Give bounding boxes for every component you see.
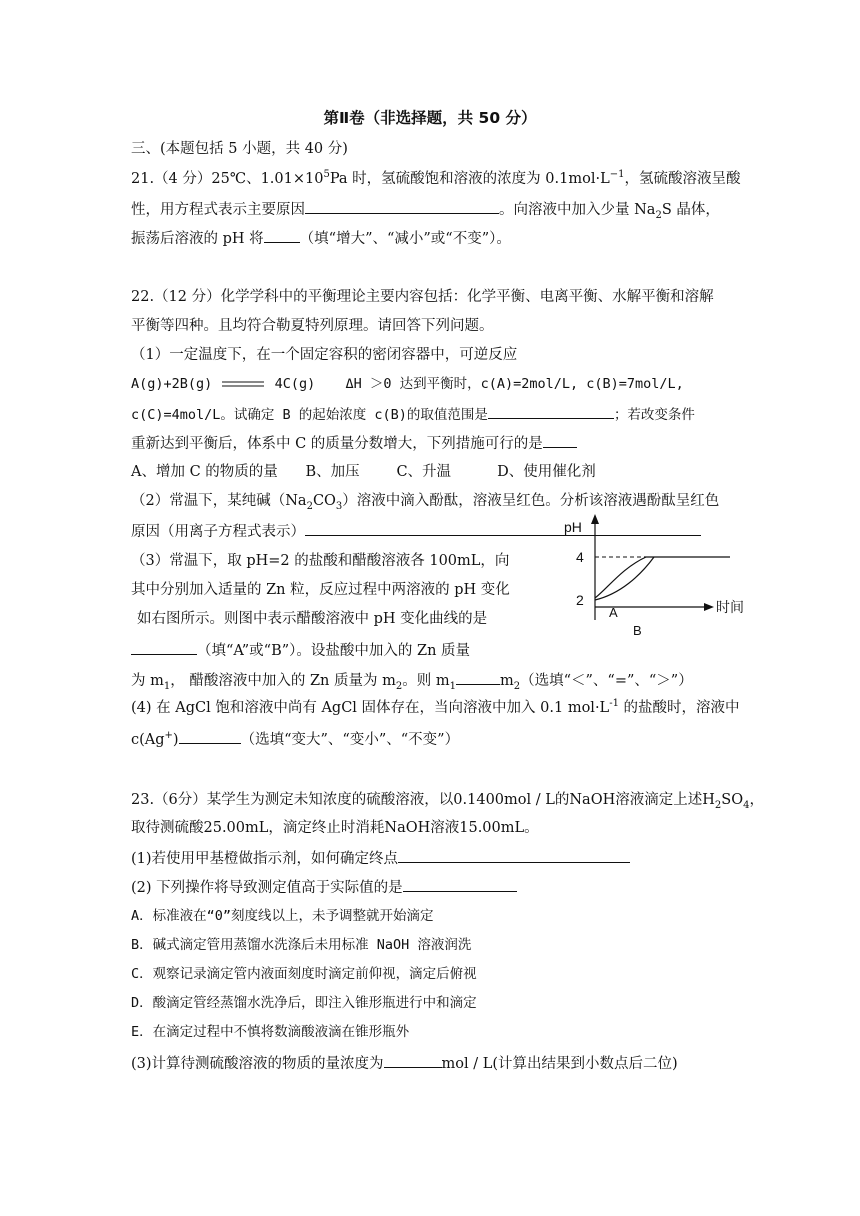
q22-part4-line-2: c(Ag+) （选填“变大”、“变小”、“不变”） bbox=[131, 728, 459, 750]
graph-tick-2: 2 bbox=[576, 592, 584, 608]
q22-part3-line-4: （填“A”或“B”）。设盐酸中加入的 Zn 质量 bbox=[131, 639, 470, 661]
q22-part3-line-3: 如右图所示。则图中表示醋酸溶液中 pH 变化曲线的是 bbox=[137, 611, 488, 627]
y-axis-arrow-icon bbox=[591, 514, 599, 524]
q22-answer-blank-range[interactable] bbox=[488, 403, 614, 419]
q22-part1-options: A、增加 C 的物质的量 B、加压 C、升温 D、使用催化剂 bbox=[131, 464, 596, 480]
x-axis-arrow-icon bbox=[704, 603, 714, 611]
graph-ylabel: pH bbox=[564, 519, 582, 535]
q23-part2: (2) 下列操作将导致测定值高于实际值的是 bbox=[131, 876, 517, 898]
q23-line-2: 取待测硫酸25.00mL，滴定终止时消耗NaOH溶液15.00mL。 bbox=[131, 820, 539, 836]
q22-part3-line-1: （3）常温下，取 pH=2 的盐酸和醋酸溶液各 100mL，向 bbox=[131, 553, 510, 569]
q23-answer-blank-error[interactable] bbox=[403, 876, 517, 892]
q22-part1-line-3: c(C)=4mol/L。试确定 B 的起始浓度 c(B)的取值范围是 ；若改变条件 bbox=[131, 403, 695, 425]
ph-time-graph bbox=[562, 510, 762, 640]
equilibrium-arrow-icon bbox=[220, 378, 266, 390]
section-3-heading: 三、(本题包括 5 小题，共 40 分) bbox=[131, 141, 348, 157]
q21-line-3: 振荡后溶液的 pH 将 （填“增大”、“减小”或“不变”）。 bbox=[131, 227, 511, 249]
q23-line-1: 23.（6分）某学生为测定未知浓度的硫酸溶液，以0.1400mol / L的NaOH溶液滴定上述$H_2SO_4$， bbox=[131, 792, 764, 811]
q22-part3-line-2: 其中分别加入适量的 Zn 粒，反应过程中两溶液的 pH 变化 bbox=[131, 582, 510, 598]
q23-part1: (1)若使用甲基橙做指示剂，如何确定终点 bbox=[131, 847, 630, 869]
q21-line-1: 21.（4 分）25℃、$1.01\times 10^5Pa$ 时，氢硫酸饱和溶液的浓度为 $0.1mol\cdot L^{-1}$，氢硫酸溶液呈酸 bbox=[131, 169, 741, 187]
graph-curve-steep bbox=[595, 557, 646, 598]
q22-part1-line-1: （1）一定温度下，在一个固定容积的密闭容器中，可逆反应 bbox=[131, 347, 518, 363]
q22-answer-blank-ag[interactable] bbox=[179, 728, 241, 744]
q23-option-e: E．在滴定过程中不慎将数滴酸液滴在锥形瓶外 bbox=[131, 1024, 410, 1040]
q21-answer-blank-2[interactable] bbox=[264, 227, 300, 243]
q22-equation-line: A(g)+2B(g) 4C(g) ΔH ＞0 达到平衡时，c(A)=2mol/L, c(B)=7mol/L, bbox=[131, 376, 684, 392]
q23-option-d: D．酸滴定管经蒸馏水洗净后，即注入锥形瓶进行中和滴定 bbox=[131, 995, 477, 1011]
graph-curve-gradual bbox=[595, 557, 654, 600]
q22-answer-blank-measure[interactable] bbox=[543, 432, 577, 448]
graph-label-a: A bbox=[609, 605, 618, 620]
q22-part1-line-4: 重新达到平衡后，体系中 C 的质量分数增大，下列措施可行的是 bbox=[131, 432, 577, 454]
q23-option-a: A．标准液在“0”刻度线以上，未予调整就开始滴定 bbox=[131, 908, 434, 924]
q23-part3: (3)计算待测硫酸溶液的物质的量浓度为 mol / L(计算出结果到小数点后二位) bbox=[131, 1052, 678, 1074]
q23-option-b: B．碱式滴定管用蒸馏水洗涤后未用标准 NaOH 溶液润洗 bbox=[131, 937, 472, 953]
q21-line-2: 性，用方程式表示主要原因 。向溶液中加入少量 $Na_2S$ 晶体， bbox=[131, 198, 720, 220]
q23-option-c: C．观察记录滴定管内液面刻度时滴定前仰视，滴定后俯视 bbox=[131, 966, 477, 982]
q22-part2-line-2: 原因（用离子方程式表示） bbox=[131, 520, 701, 542]
q23-answer-blank-concentration[interactable] bbox=[384, 1052, 442, 1068]
q22-part4-line-1: (4) 在 AgCl 饱和溶液中尚有 AgCl 固体存在，当向溶液中加入 0.1 $mol\cdot L^{-1}$ 的盐酸时，溶液中 bbox=[131, 698, 740, 716]
graph-label-b: B bbox=[633, 623, 642, 638]
q22-part3-line-5: 为 $m_1$， 醋酸溶液中加入的 Zn 质量为 $m_2$。则 $m_1$ $m_2$（选填“＜”、“=”、“＞”） bbox=[131, 669, 693, 691]
graph-xlabel: 时间 bbox=[716, 599, 744, 615]
q21-answer-blank-1[interactable] bbox=[305, 198, 499, 214]
q23-answer-blank-endpoint[interactable] bbox=[398, 847, 630, 863]
q22-answer-blank-curve[interactable] bbox=[131, 639, 197, 655]
q22-part2-line-1: （2）常温下，某纯碱$(Na_2CO_3)$溶液中滴入酚酞，溶液呈红色。分析该溶液遇酚酞呈红色 bbox=[131, 493, 720, 512]
q22-answer-blank-compare[interactable] bbox=[456, 669, 500, 685]
section-title: 第Ⅱ卷（非选择题，共 50 分） bbox=[323, 109, 537, 127]
q22-line-1: 22.（12 分）化学学科中的平衡理论主要内容包括：化学平衡、电离平衡、水解平衡和溶解 bbox=[131, 289, 714, 305]
q22-line-2: 平衡等四种。且均符合勒夏特列原理。请回答下列问题。 bbox=[131, 318, 494, 334]
graph-tick-4: 4 bbox=[576, 549, 584, 565]
